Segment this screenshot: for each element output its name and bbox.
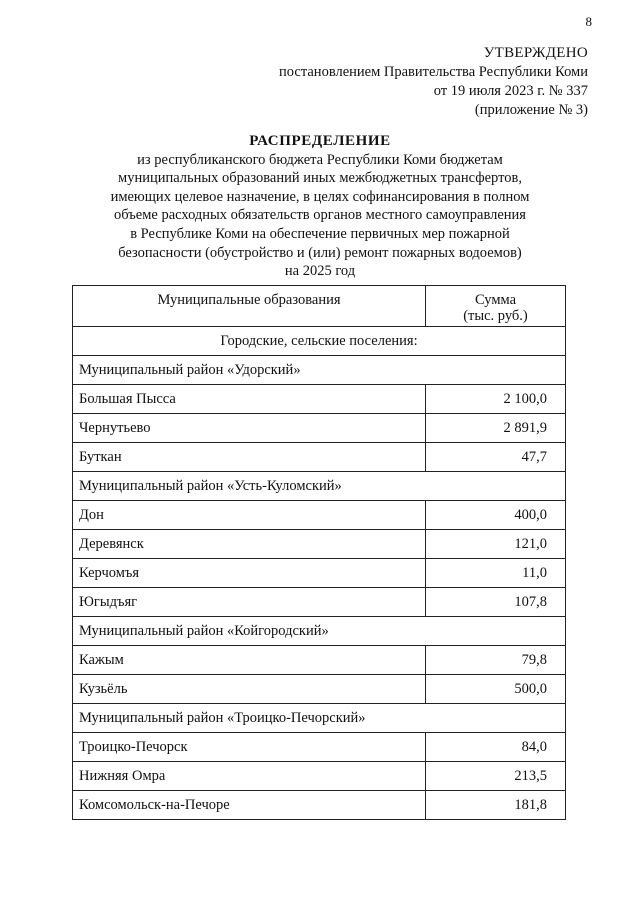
group-title: Муниципальный район «Удорский» bbox=[73, 356, 566, 385]
header-sum bbox=[426, 286, 566, 327]
heading-line: из республиканского бюджета Республики Коми бюджетам bbox=[137, 151, 503, 168]
settlement-name: Нижняя Омра bbox=[73, 762, 426, 791]
settlement-name: Югыдъяг bbox=[73, 588, 426, 617]
settlement-sum: 500,0 bbox=[426, 675, 566, 704]
group-title: Муниципальный район «Троицко-Печорский» bbox=[73, 704, 566, 733]
settlement-name: Буткан bbox=[73, 443, 426, 472]
settlement-sum: 213,5 bbox=[426, 762, 566, 791]
table-row bbox=[73, 443, 566, 472]
document-heading bbox=[110, 132, 530, 281]
table-row bbox=[73, 646, 566, 675]
approval-block bbox=[188, 44, 588, 120]
settlement-sum: 2 100,0 bbox=[426, 385, 566, 414]
header-sum-unit: (тыс. руб.) bbox=[463, 308, 528, 324]
approval-date: от 19 июля 2023 г. № 337 bbox=[433, 83, 588, 99]
settlement-sum: 181,8 bbox=[426, 791, 566, 820]
table-row bbox=[73, 501, 566, 530]
settlement-name: Чернутьево bbox=[73, 414, 426, 443]
settlement-sum: 47,7 bbox=[426, 443, 566, 472]
settlement-name: Кузьёль bbox=[73, 675, 426, 704]
settlement-name: Дон bbox=[73, 501, 426, 530]
table-row bbox=[73, 762, 566, 791]
heading-line: имеющих целевое назначение, в целях софинансирования в полном bbox=[110, 188, 530, 205]
table-row bbox=[73, 791, 566, 820]
settlement-name: Троицко-Печорск bbox=[73, 733, 426, 762]
settlement-sum: 84,0 bbox=[426, 733, 566, 762]
table-header-row bbox=[73, 286, 566, 327]
approval-stamp: УТВЕРЖДЕНО bbox=[483, 45, 588, 61]
page-number: 8 bbox=[585, 14, 592, 29]
group-row bbox=[73, 356, 566, 385]
group-title: Муниципальный район «Койгородский» bbox=[73, 617, 566, 646]
distribution-table bbox=[72, 285, 566, 820]
section-row bbox=[73, 327, 566, 356]
settlement-sum: 2 891,9 bbox=[426, 414, 566, 443]
section-settlements: Городские, сельские поселения: bbox=[73, 327, 566, 356]
document-title: РАСПРЕДЕЛЕНИЕ bbox=[249, 133, 391, 149]
settlement-name: Большая Пысса bbox=[73, 385, 426, 414]
settlement-sum: 11,0 bbox=[426, 559, 566, 588]
settlement-name: Керчомъя bbox=[73, 559, 426, 588]
settlement-sum: 400,0 bbox=[426, 501, 566, 530]
table-row bbox=[73, 588, 566, 617]
settlement-name: Деревянск bbox=[73, 530, 426, 559]
table-row bbox=[73, 675, 566, 704]
settlement-sum: 107,8 bbox=[426, 588, 566, 617]
header-sum-label: Сумма bbox=[474, 292, 517, 308]
group-title: Муниципальный район «Усть-Куломский» bbox=[73, 472, 566, 501]
approval-resolution: постановлением Правительства Республики Коми bbox=[279, 64, 588, 80]
group-row bbox=[73, 617, 566, 646]
heading-line: в Республике Коми на обеспечение первичных мер пожарной bbox=[130, 225, 510, 242]
group-row bbox=[73, 704, 566, 733]
heading-line: безопасности (обустройство и (или) ремонт пожарных водоемов) bbox=[118, 244, 522, 261]
settlement-name: Комсомольск-на-Печоре bbox=[73, 791, 426, 820]
settlement-sum: 79,8 bbox=[426, 646, 566, 675]
approval-appendix: (приложение № 3) bbox=[474, 102, 588, 118]
heading-line: объеме расходных обязательств органов местного самоуправления bbox=[114, 207, 526, 224]
group-row bbox=[73, 472, 566, 501]
heading-line: муниципальных образований иных межбюджетных трансфертов, bbox=[118, 170, 522, 187]
table-row bbox=[73, 530, 566, 559]
table-row bbox=[73, 385, 566, 414]
table-row bbox=[73, 559, 566, 588]
heading-line: на 2025 год bbox=[284, 263, 356, 280]
header-municipalities: Муниципальные образования bbox=[73, 286, 426, 327]
settlement-name: Кажым bbox=[73, 646, 426, 675]
table-row bbox=[73, 733, 566, 762]
table-row bbox=[73, 414, 566, 443]
settlement-sum: 121,0 bbox=[426, 530, 566, 559]
